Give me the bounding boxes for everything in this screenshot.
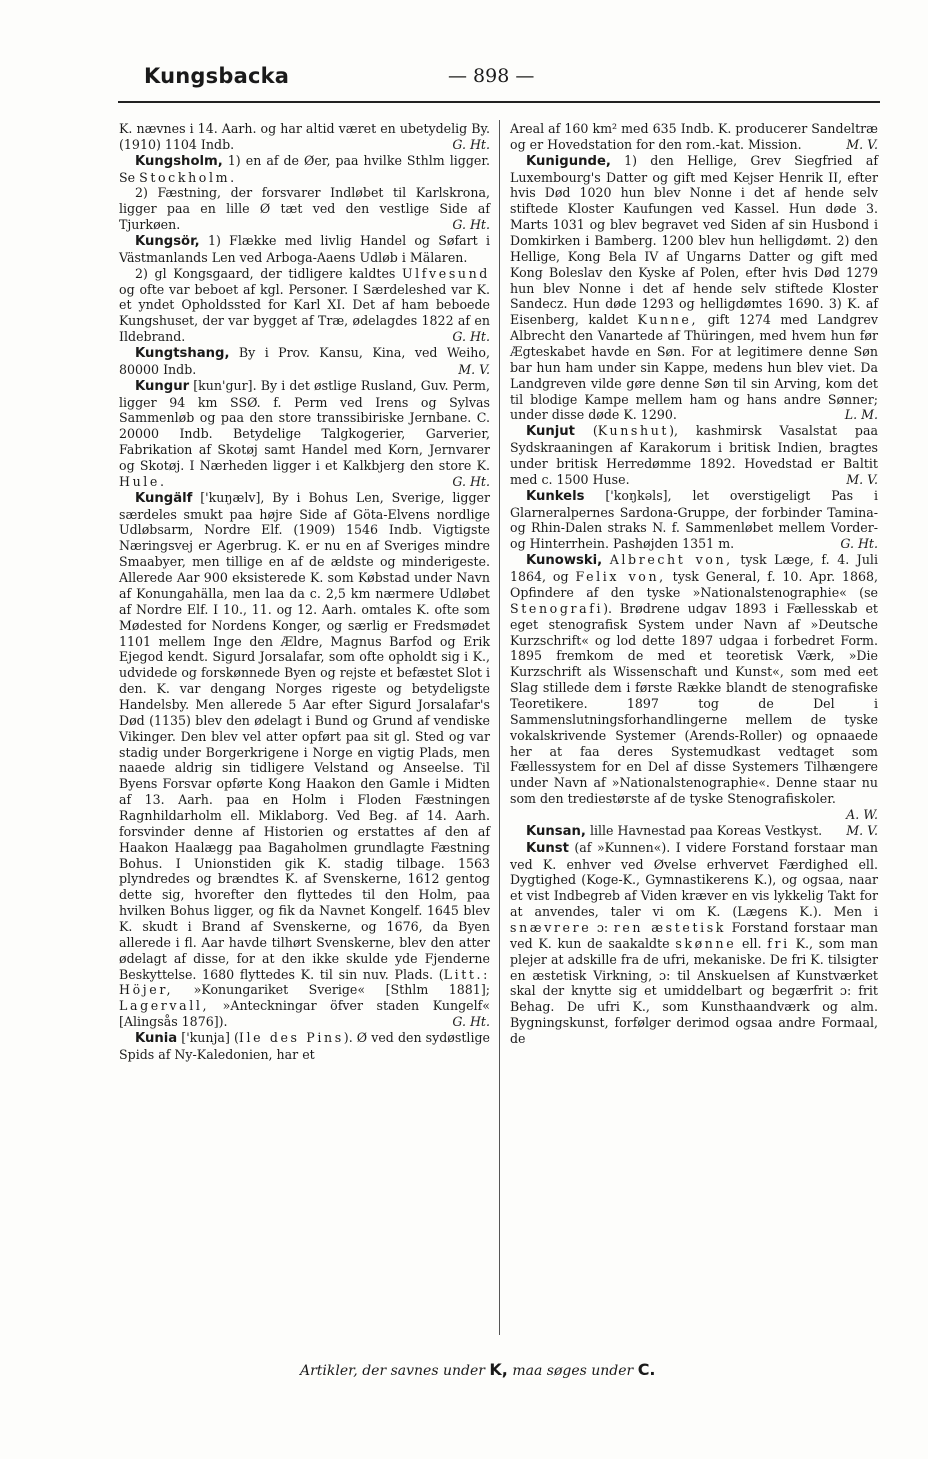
left-column [119,121,490,1063]
headword: Kungur [135,378,190,394]
header-rule [118,101,880,103]
entry-kungalf: Kungälf ['kuŋælv], By i Bohus Len, Sverige, ligger særdeles smukt paa højre Side af Göta-Elvens nordlige Udløbsarm, Nordre Elf. (1909) 1546 Indb. Vigtigste Næringsvej er Agerbrug. K. er nu en af Sveriges mindre Smaabyer, men tillige en af de ældste og minderigeste. Allerede Aar 900 eksisterede K. som Købstad under Navn af Konungahälla, men laa da c. 2,5 km nærmere Udløbet af Nordre Elf. I 10., 11. og 12. Aarh. omtales K. ofte som Mødested for Nordens Konger, og særlig er Fredsmødet 1101 mellem Inge den Ældre, Magnus Barfod og Erik Ejegod kendt. Sigurd Jorsalafar, som ofte opholdt sig i K., udvidede og forskønnede Byen og rejste et befæstet Slot i den. K. var dengang Norges rigeste og betydeligste Handelsby. Men allerede 5 Aar efter Sigurd Jorsalafar's Død (1135) blev den ødelagt i Bund og Grund af vendiske Vikinger. Den blev vel atter opført paa sit gl. Sted og var stadig under Borgerkrigene i Norge en vigtig Plads, men naaede aldrig sin tidligere Velstand og Anseelse. Til Byens Forsvar opførte Kong Haakon den Gamle i Midten af 13. Aarh. paa en Holm i Floden Fæstningen Ragnhildarholm ell. Miklaborg. Ved Beg. af 14. Aarh. forsvinder denne af Historien og erstattes af den af Haakon Haalægg paa Bagaholmen grundlagte Fæstning Bohus. I Unionstiden gik K. stadig tilbage. 1563 plyndredes og brændtes K. af Svenskerne, 1612 gentog dette sig, hvorefter den flyttedes til den Holm, paa hvilken Bohus ligger, og fik da Navnet Kongelf. 1645 blev K. skudt i Brand af Svenskerne, og 1676, da Byen allerede i fl. Aar havde tilhørt Svenskerne, blev den atter ødelagt af disse, for at den ikke skulde yde Fjenderne Beskyttelse. 1680 flyttedes K. til sin nuv. Plads. (Litt.: Höjer, »Konungariket Sverige« [Sthlm 1881]; Lagervall, »Anteckningar öfver staden Kungelf« [Alingsås 1876]). G. Ht. [119,489,490,1030]
letter-k: K, [489,1360,508,1379]
headword: Kunia [135,1030,178,1046]
running-head-word: Kungsbacka [144,64,290,88]
entry-kunkels: Kunkels ['koŋkəls], let overstigeligt Pas i Glarneralpernes Sardona-Gruppe, der forbinder Tamina- og Rhin-Dalen straks N. f. Sammenløbet mellem Vorder- og Hinterrhein. Pashøjden 1351 m. G. Ht. [510,487,878,552]
author-signature: G. Ht. [452,473,490,489]
entry-kungsholm: Kungsholm, 1) en af de Øer, paa hvilke Sthlm ligger. Se Stockholm. 2) Fæstning, der forsvarer Indløbet til Karlskrona, ligger paa en lille Ø tæt ved den vestlige Side af Tjurkøen. G. Ht. [119,152,490,233]
entry-kunowski: Kunowski, Albrecht von, tysk Læge, f. 4. Juli 1864, og Felix von, tysk General, f. 10. Apr. 1868, Opfindere af den tyske »Nationalstenographie« (se Stenografi). Brødrene udgav 1893 i Fællesskab et eget stenografisk System under Navn af »Deutsche Kurzschrift« og lod dette 1897 udgaa i forbedret Form. 1895 fremkom de med et teoretisk Værk, »Die Kurzschrift als Wissenschaft und Kunst«, som med eet Slag stillede dem i første Række blandt de stenografiske Teoretikere. 1897 tog de Del i Sammenslutningsforhandlingerne mellem de tyske vokalskrivende Systemer (Arends-Roller) og opnaaede her at faa deres Systemudkast vedtaget som Fællessystem for en Del af disse Systemers Tilhængere under Navn af »Nationalstenographie«. Denne staar nu som den trediestørste af de tyske Stenografiskoler. A. W. [510,552,879,822]
author-signature: L. M. [844,407,878,423]
right-column [510,121,878,1047]
letter-c: C. [637,1360,656,1379]
headword: Kunjut [526,424,575,440]
page-header [118,60,878,94]
headword: Kunowski, [526,553,603,569]
continued-entry: Areal af 160 km² med 635 Indb. K. producerer Sandeltræ og er Hovedstation for den rom.-kat. Mission. M. V. [510,121,878,152]
author-signature: G. Ht. [452,329,490,345]
headword: Kunigunde, [526,153,611,169]
entry-kungsor: Kungsör, 1) Flække med livlig Handel og Søfart i Västmanlands Len ved Arboga-Aaens Udløb i Mälaren. 2) gl Kongsgaard, der tidligere kaldtes Ulfvesund og ofte var beboet af kgl. Personer. I Særdeleshed var K. et yndet Opholdssted for Karl XI. Det af ham beboede Kungshuset, der var bygget af Træ, ødelagdes 1822 af en Ildebrand. G. Ht. [119,233,490,345]
continued-entry: K. nævnes i 14. Aarh. og har altid været en ubetydelig By. (1910) 1104 Indb. G. Ht. [119,121,490,152]
entry-kunst: Kunst (af »Kunnen«). I videre Forstand forstaar man ved K. enhver ved Øvelse erhvervet Færdighed ell. Dygtighed (Koge-K., Gymnastikerens K.), og ogsaa, naar et vist Indbegreb af Viden kræver en vis lykkelig Takt for at anvendes, taler vi om K. (Lægens K.). Men i snævrere ɔ: ren æstetisk Forstand forstaar man ved K. kun de saakaldte skønne ell. fri K., som man plejer at adskille fra de ufri, mekaniske. De fri K. tilsigter en æstetisk Virkning, ɔ: til Anskuelsen af Kunstværket skal der knytte sig et umiddelbart og begærfrit ɔ: frit Behag. De ufri K., som Kunsthaandværk og alm. Bygningskunst, forfølger derimod ogsaa andre Formaal, de [510,839,878,1046]
author-signature: G. Ht. [840,536,878,552]
author-signature: G. Ht. [452,217,490,233]
headword: Kungtshang, [135,346,230,362]
headword: Kungälf [135,490,193,506]
column-divider [499,120,500,1335]
author-signature: M. V. [458,361,490,377]
author-signature: A. W. [846,806,878,822]
headword: Kunsan, [526,823,586,839]
headword: Kunkels [526,488,585,504]
author-signature: G. Ht. [452,1014,490,1030]
page-footer-note: Artikler, der savnes under K, maa søges under C. [300,1360,656,1379]
headword: Kunst [526,840,569,856]
author-signature: M. V. [846,822,878,838]
entry-kungtshang: Kungtshang, By i Prov. Kansu, Kina, ved Weiho, 80000 Indb. M. V. [119,345,490,377]
author-signature: M. V. [846,471,878,487]
author-signature: M. V. [846,136,878,152]
entry-kunsan: Kunsan, lille Havnestad paa Koreas Vestkyst. M. V. [526,822,878,839]
entry-kunjut: Kunjut (Kunshut), kashmirsk Vasalstat paa Sydskraaningen af Karakorum i britisk Indien, bragtes under britisk Herredømme 1892. Hovedstad er Baltit med c. 1500 Huse. M. V. [510,423,878,487]
author-signature: G. Ht. [452,136,490,152]
headword: Kungsholm, [135,153,223,169]
entry-kunigunde: Kunigunde, 1) den Hellige, Grev Siegfried af Luxembourg's Datter og gift med Kejser Henrik II, efter hvis Død 1020 hun blev Nonne i det af hende selv stiftede Kloster Kaufungen ved Kassel. Hun døde 3. Marts 1031 og blev begravet ved Siden af sin Husbond i Domkirken i Bamberg. 1200 blev hun helligdømt. 2) den Hellige, Kong Bela IV af Ungarns Datter og gift med Kong Boleslav den Kyske af Polen, efter hvis Død 1279 hun blev Nonne i det af hende selv stiftede Kloster Sandecz. Hun døde 1293 og helligdømtes 1690. 3) K. af Eisenberg, kaldet Kunne, gift 1274 med Landgrev Albrecht den Vanartede af Thüringen, med hvem hun før Ægteskabet havde en Søn. For at legitimere denne Søn bar hun ham under sin Kappe, medens hun blev viet. Da Landgreven vilde gøre denne Søn til sin Arving, kom det til blodige Kampe mellem ham og hans andre Sønner; under disse døde K. 1290. L. M. [510,152,878,423]
page-number: — 898 — [448,65,535,87]
entry-kunia: Kunia ['kunja] (Ile des Pins). Ø ved den sydøstlige Spids af Ny-Kaledonien, har et [119,1029,490,1062]
entry-kungur: Kungur [kun'gur]. By i det østlige Rusland, Guv. Perm, ligger 94 km SSØ. f. Perm ved Irens og Sylvas Sammenløb og paa den store transsibiriske Jernbane. C. 20000 Indb. Betydelige Talgkogerier, Garverier, Fabrikation af Skotøj samt Handel med Korn, Jernvarer og Skotøj. I Nærheden ligger i et Kalkbjerg den store K. Hule. G. Ht. [119,377,490,489]
headword: Kungsör, [135,234,200,250]
